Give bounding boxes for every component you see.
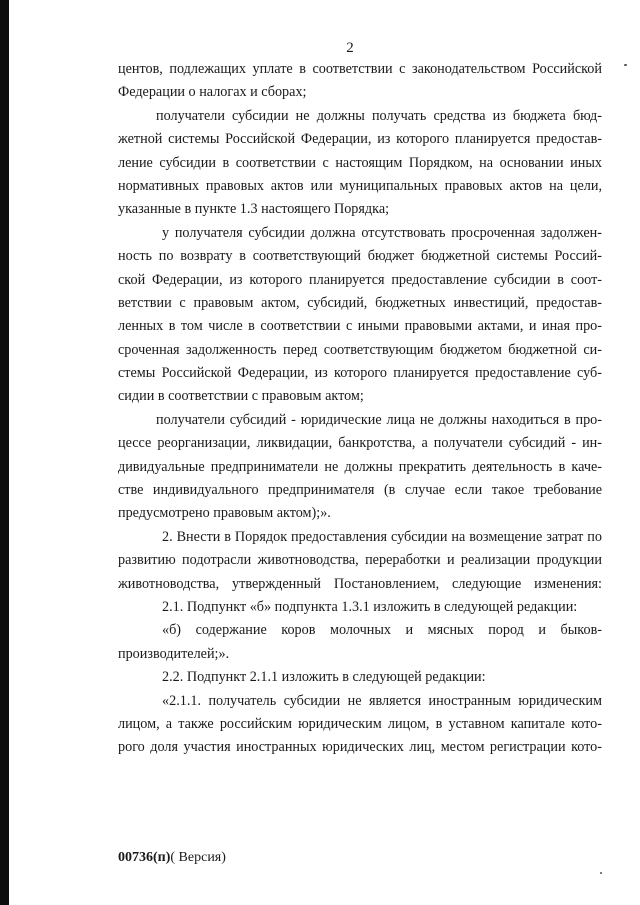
text-line: у получателя субсидии должна отсутствовать просроченная задолжен- (162, 224, 602, 241)
text-line: животноводства, утвержденный Постановлением, следующие изменения: (118, 575, 602, 592)
text-line: 2. Внести в Порядок предоставления субсидии на возмещение затрат по (162, 528, 602, 545)
document-version: ( Версия) (170, 850, 226, 865)
text-line: указанные в пункте 1.3 настоящего Порядка; (118, 201, 390, 218)
text-line: сидии в соответствии с правовым актом; (118, 388, 364, 405)
text-line: ность по возврату в соответствующий бюджет бюджетной системы Россий- (118, 248, 602, 265)
text-line: 2.2. Подпункт 2.1.1 изложить в следующей редакции: (162, 669, 486, 686)
document-body (118, 58, 602, 760)
text-line: «2.1.1. получатель субсидии не является иностранным юридическим (162, 692, 602, 709)
text-line: Федерации о налогах и сборах; (118, 84, 307, 101)
scan-speck (600, 872, 602, 874)
text-line: ление субсидии в соответствии с настоящим Порядком, на основании иных (118, 154, 602, 171)
text-line: дивидуальные предприниматели не должны прекратить деятельность в каче- (118, 458, 602, 475)
text-line: центов, подлежащих уплате в соответствии с законодательством Российской (118, 61, 602, 77)
page-number: 2 (346, 40, 354, 56)
text-line: ветствии с правовым актом, субсидий, бюджетных инвестиций, предостав- (118, 294, 602, 311)
text-line: лицом, а также российским юридическим лицом, в уставном капитале кото- (118, 715, 602, 732)
scan-speck (624, 64, 627, 66)
scan-edge (0, 0, 9, 905)
text-line: «б) содержание коров молочных и мясных пород и быков- (162, 622, 602, 639)
text-line: стве индивидуального предпринимателя (в случае если такое требование (118, 482, 602, 499)
text-line: ленных в том числе в соответствии с иными правовыми актами, и иная про- (118, 318, 602, 335)
text-line: развитию подотрасли животноводства, переработки и реализации продукции (118, 552, 602, 569)
text-line: рого доля участия иностранных юридических лиц, местом регистрации кото- (118, 739, 602, 756)
text-line: производителей;». (118, 645, 230, 662)
document-footer (118, 850, 226, 866)
document-code: 00736(п) (118, 850, 171, 865)
text-line: стемы Российской Федерации, из которого планируется предоставление суб- (118, 365, 602, 382)
text-line: цессе реорганизации, ликвидации, банкротства, а получатели субсидий - ин- (118, 435, 602, 452)
text-line: жетной системы Российской Федерации, из которого планируется предостав- (118, 131, 602, 148)
text-line: 2.1. Подпункт «б» подпункта 1.3.1 изложить в следующей редакции: (162, 598, 578, 615)
text-line: нормативных правовых актов или муниципальных правовых актов на цели, (118, 177, 602, 194)
text-line: получатели субсидий - юридические лица не должны находиться в про- (156, 411, 602, 428)
text-line: ской Федерации, из которого планируется предоставление субсидии в соот- (118, 271, 602, 288)
text-line: получатели субсидии не должны получать средства из бюджета бюд- (156, 107, 602, 124)
text-line: сроченная задолженность перед соответствующим бюджетом бюджетной си- (118, 341, 602, 358)
text-line: предусмотрено правовым актом);». (118, 505, 331, 522)
